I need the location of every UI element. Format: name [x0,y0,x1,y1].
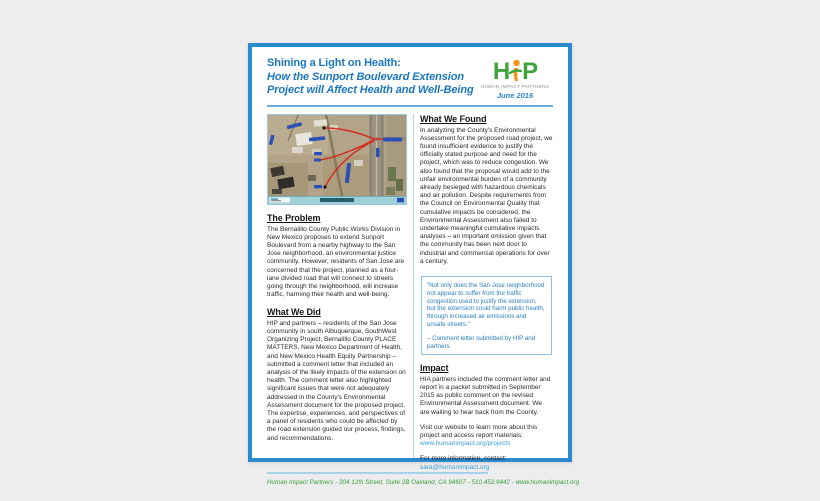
title-line-3: Project will Affect Health and Well-Being [267,84,474,96]
hip-logo-mark [477,59,553,83]
the-problem-text: The Bernalillo County Public Works Division in New Mexico proposes to extend Sunport Boulevard from a nearby highway to the San Jose neighborhood, an environmental justice community. However, residents of San Jose are concerned that the project, planned as a four-lane divided road that will connect to streets going through the neighborhood, will increase traffic, harming their health and well-being. [267,225,405,299]
page-title [267,57,474,98]
logo-person-icon [509,59,522,83]
header-divider-line [267,105,553,107]
report-footer [267,472,580,486]
website-prompt-text [420,424,553,449]
logo-org-name: HUMAN IMPACT PARTNERS [480,84,550,89]
pull-quote-attribution: – Comment letter submitted by HIP and partners [426,334,536,350]
left-column [267,114,407,472]
what-we-found-text: In analyzing the County's Environmental Assessment for the proposed road project, we found insufficient evidence to justify the officially stated purpose and need for the project, which was to reduce congestion. We also found that the proposal would add to the unfair environmental burden of a community already besieged with hazardous chemicals and air pollution. Despite requirements from the Council on Environmental Quality that cumulative impacts be considered, the Environmental Assessment also failed to undertake meaningful cumulative impacts analyses – an important omission given that the community has been next door to industrial and commercial operations for over a century. [419,126,553,265]
impact-text: HIA partners included the comment letter and report in a packet submitted in September 2015 as public comment on the revised Environmental Assessment document. We are waiting to hear back from the County. [419,375,551,416]
pull-quote-box [421,276,552,355]
contact-email-link[interactable]: sara@humanimpact.org [419,463,490,471]
logo-letter-p: P [522,58,538,85]
report-header [267,57,553,100]
contact-prompt-text [420,455,553,471]
section-heading-the-problem: The Problem [267,213,321,223]
footer-contact-line: Human Impact Partners - 304 12th Street, Suite 2B Oakland, CA 94607 - 510.452.9442 - www.humanimpact.org [267,478,580,486]
title-line-1: Shining a Light on Health: [267,57,401,69]
section-heading-impact: Impact [419,363,449,374]
logo-letter-h: H [492,58,510,85]
what-we-did-text: HIP and partners – residents of the San Jose community in south Albuquerque, SouthWest Organizing Project, Bernalillo County PLACE MATTERS, New Mexico Department of Health, and New Mexico Health Equity Partnership – submitted a comment letter that included an analysis of the likely impacts of the extension on health. The comment letter also highlighted significant issues that were not adequately addressed in the County's Environmental Assessment document for the proposed project. The expertise, experiences, and perspectives of a panel of residents who could be affected by the road extension guided our process, findings, and recommendations. [267,319,406,442]
website-prompt: Visit our website to learn more about this project and access report materials: [419,423,538,440]
pull-quote-text: "Not only does the San Jose neighborhood not appear to suffer from the traffic congestion used to justify the extension, but the extension could harm public health, through increased air emissions and unsafe streets." [426,281,545,328]
hip-logo [477,57,553,100]
projects-link[interactable]: www.humanimpact.org/projects [419,440,511,448]
title-line-2: How the Sunport Boulevard Extension [267,70,464,83]
sunport-extension-map [267,114,407,205]
section-heading-what-we-found: What We Found [419,114,487,124]
column-divider-line [413,114,414,458]
issue-date: June 2016 [496,91,534,100]
content-columns [267,114,553,472]
right-column [420,114,553,472]
contact-prompt: For more information, contact: [419,455,507,463]
footer-divider-line [267,472,488,474]
section-heading-what-we-did: What We Did [267,307,321,318]
report-page [248,43,580,486]
